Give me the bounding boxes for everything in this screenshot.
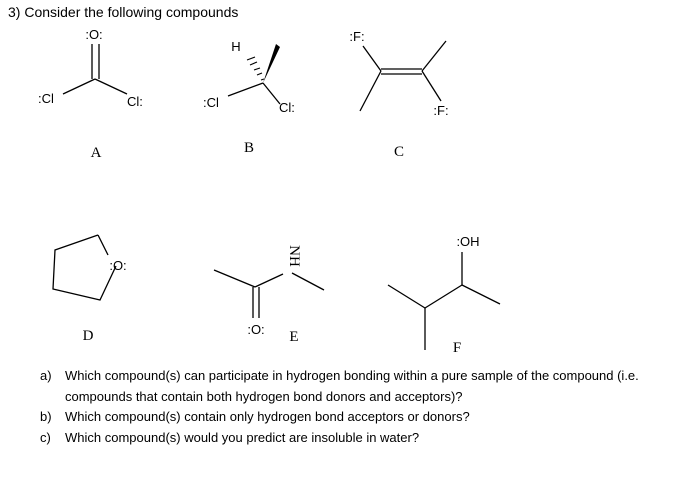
label-e: E: [289, 329, 299, 345]
f-bond-right: [462, 285, 500, 304]
compound-f: [388, 252, 500, 350]
question-a: [40, 366, 655, 407]
b-hash-bond: [247, 57, 264, 80]
a-oxygen: :O:: [85, 27, 103, 42]
c-bond-f-top: [363, 46, 381, 71]
question-b: [40, 407, 655, 428]
compound-c: [360, 41, 446, 111]
compound-d: [53, 235, 116, 300]
e-bond-methyl: [214, 270, 255, 287]
c-bond-right-methyl: [422, 41, 446, 71]
question-a-label: a): [40, 368, 52, 383]
a-chlorine-left: :Cl: [38, 91, 54, 106]
b-chlorine-right: Cl:: [279, 100, 295, 115]
b-bond-right: [263, 83, 280, 104]
d-bond-o-top: [98, 235, 108, 255]
question-a-text: Which compound(s) can participate in hydrogen bonding within a pure sample of the compound (i.e. compounds that contain both hydrogen bond donors and acceptors)?: [65, 368, 639, 404]
label-c: C: [393, 144, 405, 160]
f-bond-left: [388, 285, 425, 308]
c-bond-f-bottom: [422, 71, 441, 101]
question-b-label: b): [40, 409, 52, 424]
label-b: B: [243, 140, 255, 156]
compound-a: [63, 44, 127, 94]
e-nitrogen-hydrogen: NH: [286, 245, 302, 267]
compound-e: [214, 270, 324, 318]
label-a: A: [90, 145, 102, 161]
label-f: F: [452, 340, 462, 356]
b-chlorine-left: :Cl: [203, 95, 219, 110]
label-d: D: [82, 328, 94, 344]
a-chlorine-right: Cl:: [127, 94, 143, 109]
d-ring-bonds: [53, 235, 116, 300]
c-fluorine-bottom: :F:: [433, 103, 449, 118]
a-bond-right: [95, 79, 127, 94]
question-heading: 3) Consider the following compounds: [8, 4, 239, 20]
b-hydrogen: H: [231, 39, 241, 54]
f-hydroxyl: :OH: [456, 234, 480, 249]
e-bond-n-methyl: [292, 273, 324, 290]
b-wedge-bond: [263, 44, 280, 83]
d-oxygen: :O:: [109, 258, 127, 273]
question-c-text: Which compound(s) would you predict are insoluble in water?: [65, 429, 420, 445]
a-bond-left: [63, 79, 95, 94]
e-bond-n: [255, 274, 283, 287]
f-bond-center: [425, 285, 462, 308]
b-bond-left: [228, 83, 263, 96]
c-bond-left-methyl: [360, 71, 381, 111]
question-list: [40, 366, 655, 448]
e-oxygen: :O:: [247, 322, 265, 337]
question-c-label: c): [40, 429, 51, 445]
question-b-text: Which compound(s) contain only hydrogen bond acceptors or donors?: [65, 409, 470, 424]
question-c: [40, 428, 655, 449]
c-fluorine-top: :F:: [349, 29, 365, 44]
